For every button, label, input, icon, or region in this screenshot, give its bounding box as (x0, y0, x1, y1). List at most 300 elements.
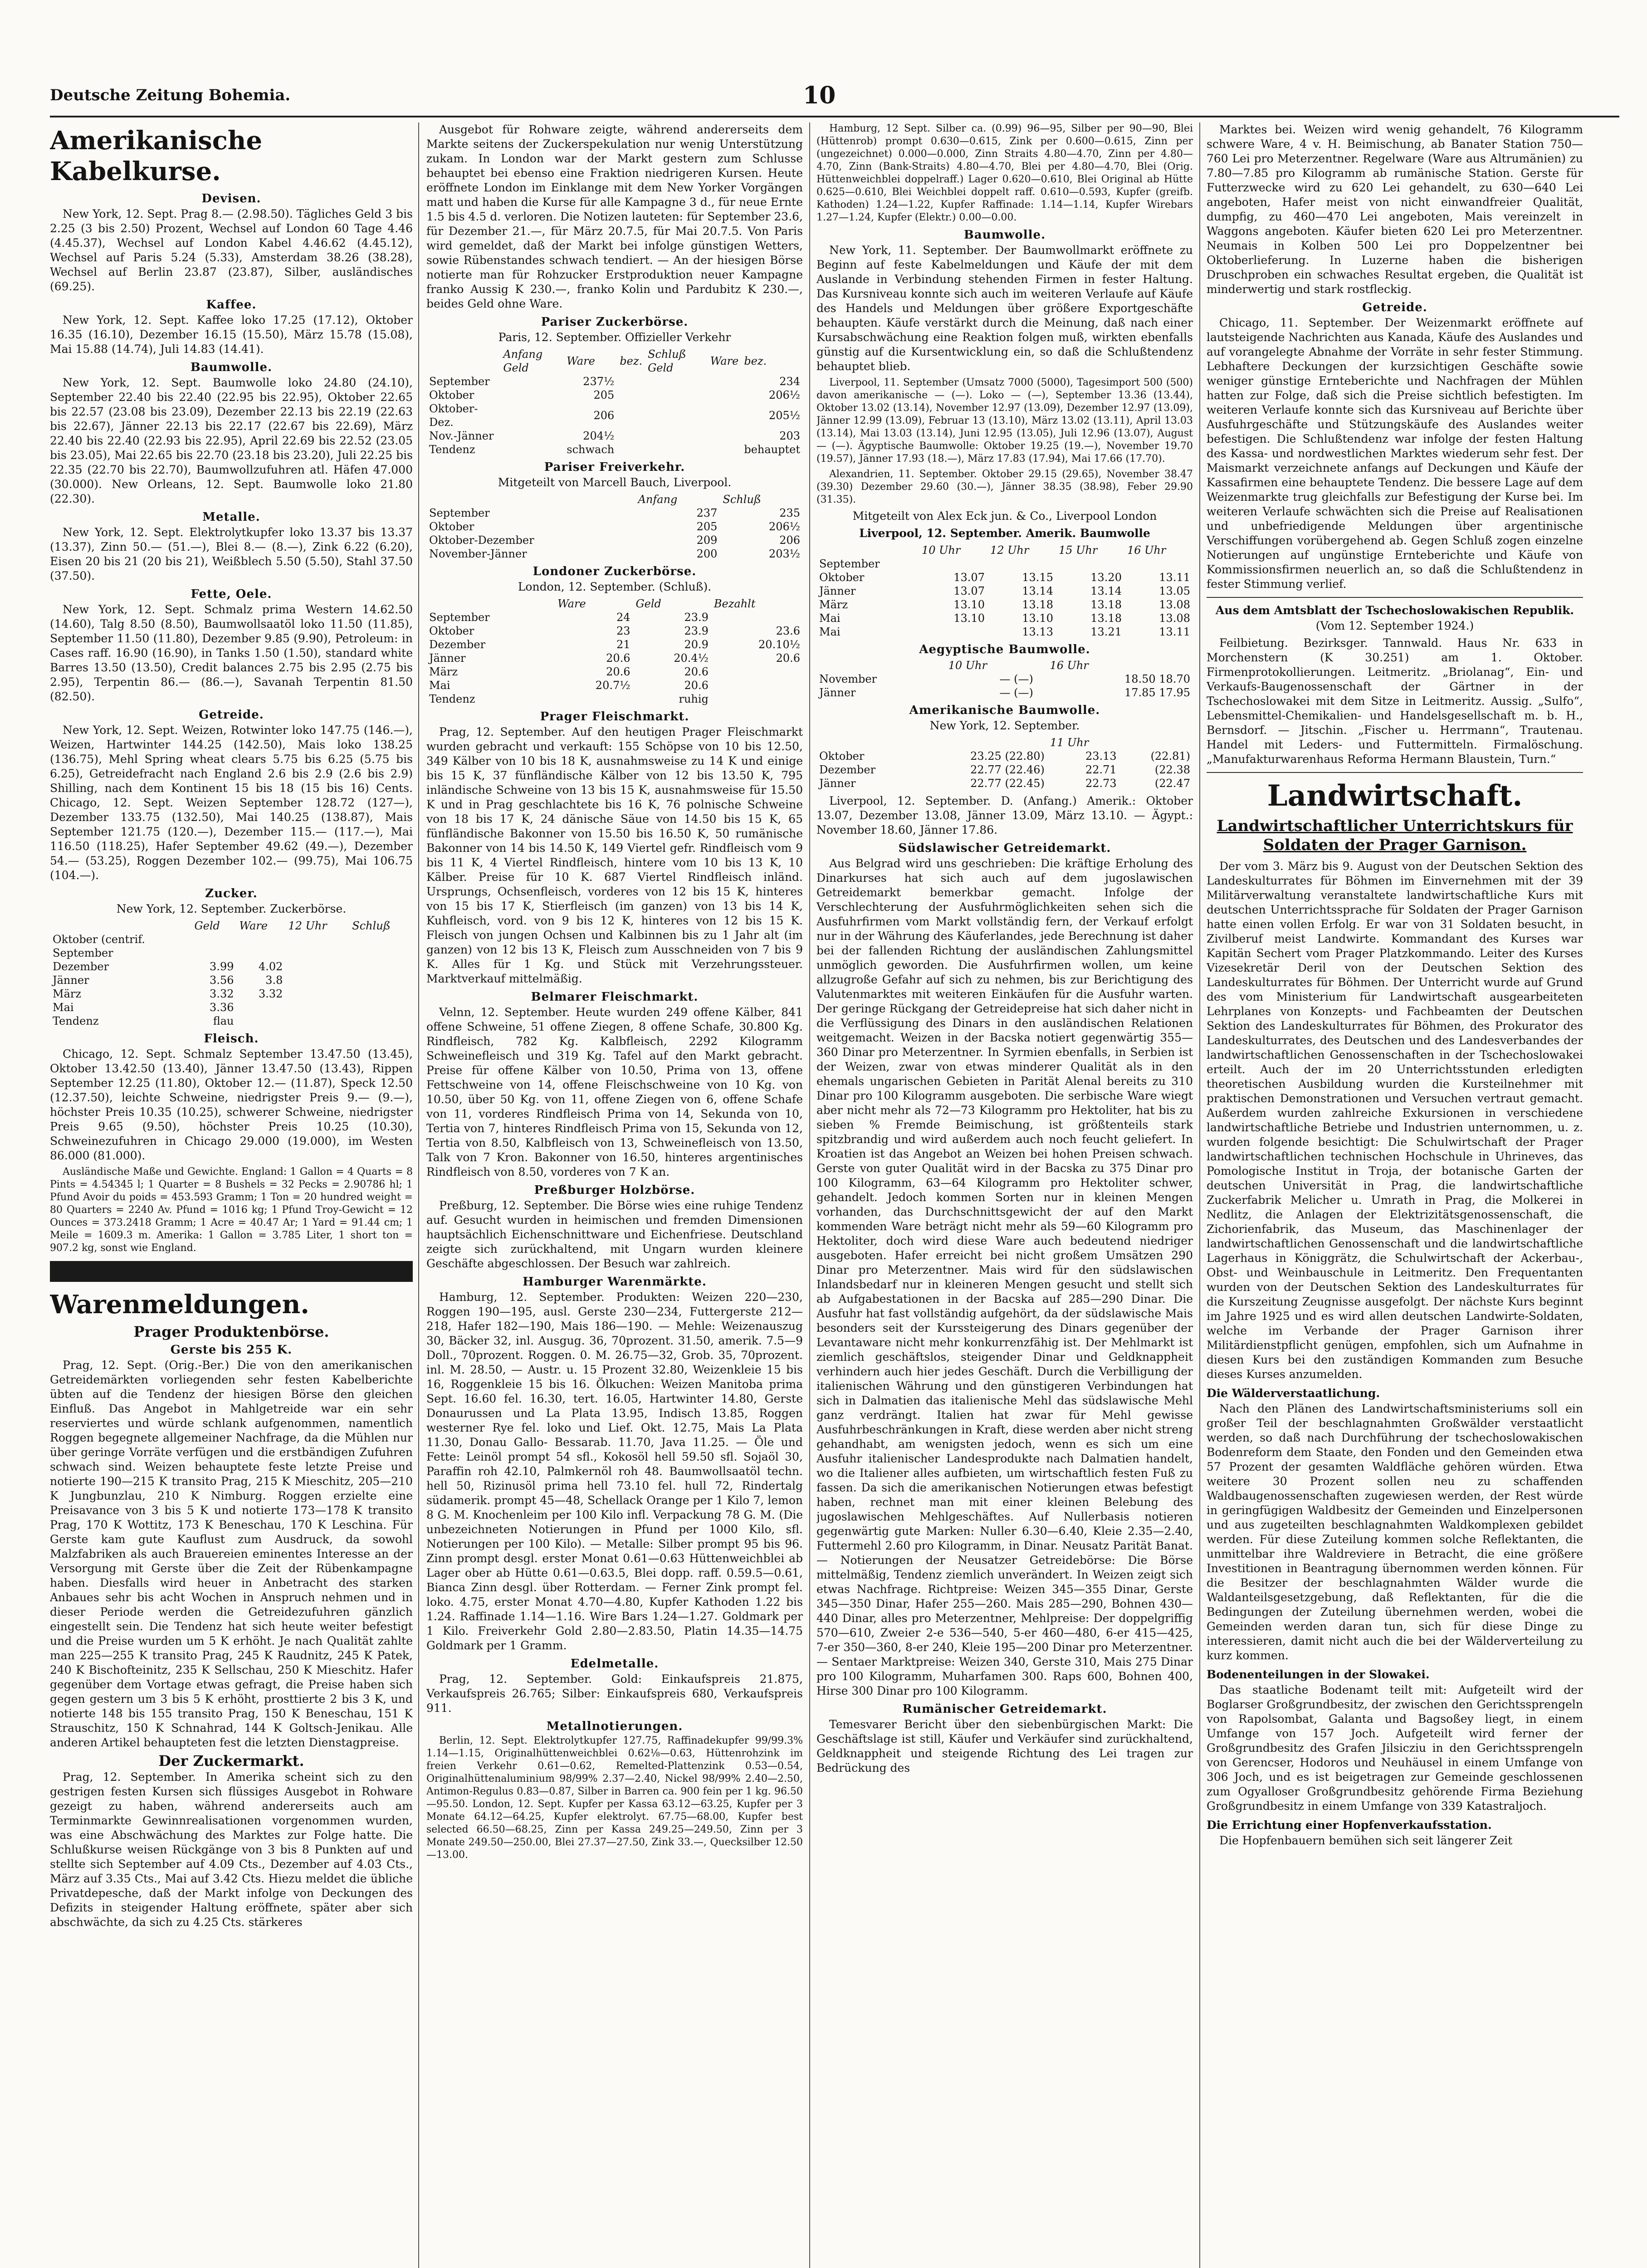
table-row (50, 1014, 413, 1028)
table-cell: 13.10 (953, 612, 985, 625)
table-cell: 17.85 17.95 (1124, 686, 1190, 699)
table-cell: 23.25 (22.80) (970, 750, 1045, 763)
table-cell: 23 (616, 625, 630, 637)
pariser-sub: Paris, 12. September. Offizieller Verkehr (498, 331, 731, 344)
table-row (816, 557, 1193, 571)
divider (1207, 597, 1583, 598)
table-row (50, 1001, 413, 1014)
rumaen-text: Temesvarer Bericht über den siebenbürgischen Markt: Die Geschäftslage ist still, Käufer und Verkäufer sind zurückhaltend, Geldknappheit und steigende Richtung des Lei tragen zur Bedrückung des (816, 1718, 1193, 1774)
table-cell: 23.6 (776, 625, 800, 637)
table-row (426, 665, 803, 679)
hamburg-text: Hamburg, 12. September. Produkten: Weizen 220—230, Roggen 190—195, ausl. Gerste 230—234, Futtergerste 212—218, Hafer 182—190, Mais 186—190. — Mehle: Weizenauszug 30, Bäcker 32, inl. Ausgug. 36, 70prozent. 31.50, amerik. 7.5—9 Doll., 70prozent. Roggen. 0. M. 26.75—32, Grob. 35, 70prozent. inl. M. 28.50, — Austr. u. 15 Prozent 32.80, Weizenkleie 15 bis 16, Roggenkleie 15 bis 16. Ölkuchen: Weizen Manitoba prima Sept. 16.60 fel. 16.30, tert. 16.05, Hartwinter 14.80, Gerste Donaurussen und La Plata 13.95, Indisch 13.85, Roggen westerner Rye fel. loko und Lief. Okt. 12.75, Mais La Plata 11.30, Donau Gallo- Bessarab. 11.70, Java 11.25. — Öle und Fette: Leinöl prompt 54 sfl., Kokosöl hell 59.50 sfl. Sojaöl 30, Paraffin roh 42.10, Palmkernöl roh 48. Baumwollsaatöl techn. hell 50, Rizinusöl prima hell 73.10 fel. hull 72, Rindertalg südamerik. prompt 45—48, Schellack Orange per 1 Kilo 7, lemon 8 G. M. Knochenleim per 100 Kilo infl. Verpackung 78 G. M. (Die unbezeichneten Notierungen in Pfund per 1000 Kilo, sfl. Notierungen per 100 Kilo). — Metalle: Silber prompt 95 bis 96. Zinn prompt desgl. erster Monat 0.61—0.63 Hüttenweichblei ab Lager ober ab Hütte 0.61—0.63.5, Blei dopp. raff. 0.59.5—0.61, Bianca Zinn desgl. über Rotterdam. — Ferner Zink prompt fel. loko. 4.75, erster Monat 4.70—4.80, Kupfer Kathoden 1.22 bis 1.24. Raffinade 1.14—1.16. Wire Bars 1.24—1.27. Goldmark per 1 Kilo. Freiverkehr Gold 2.80—2.83.50, Platin 14.35—14.75 Goldmark per 1 Gramm. (426, 1290, 803, 1652)
table-cell: Oktober (819, 571, 865, 584)
table-cell: Oktober (819, 750, 865, 763)
zuckermarkt-text: Prag, 12. September. In Amerika scheint sich zu den gestrigen festen Kursen sich flüssiges Ausgebot in Rohware gezeigt zu haben, während andererseits auch am Terminmarkte Gewinnrealisationen vorgenommen wurden, was eine Abschwächung des Marktes zur Folge hatte. Die Schlußkurse weisen Rückgänge von 3 bis 8 Punkten auf und stellte sich September auf 4.09 Cts., Dezember auf 4.03 Cts., März auf 3.35 Cts., Mai auf 3.42 Cts. Hiezu meldet die übliche Privatdepesche, daß der Markt infolge von Deckungen des Defizits in steigender Haltung eröffnete, später aber sich abschwächte, da sich zu 4.25 Cts. stärkeres (50, 1770, 413, 1929)
table-header-cell (426, 597, 555, 611)
prager-text: Prag, 12. Sept. (Orig.-Ber.) Die von den amerikanischen Getreidemärkten vorliegenden sehr festen Kabelberichte übten auf die Tendenz der hiesigen Börse den gleichen Einfluß. Das Angebot in Mahlgetreide war ein sehr reserviertes und würde schlank aufgenommen, namentlich Roggen begegnete allgemeiner Nachfrage, da die Mühlen nur über geringe Vorräte verfügen und die erstbändigen Zufuhren schwach sind. Weizen behauptete feste letzte Preise und notierte 190—215 K transito Prag, 215 K Mieschitz, 205—210 K Jungbunzlau, 210 K Nimburg. Roggen erzielte eine Preisavance von 3 bis 5 K und notierte 173—178 K transito Prag, 170 K Wottitz, 173 K Beneschau, 170 K Leschina. Für Gerste kam gute Kauflust zum Ausdruck, da sowohl Malzfabriken als auch Brauereien eminentes Interesse an der Versorgung mit Gerste über die Zeit der Rübenkampagne haben. Diesfalls wird heuer in Anbetracht des starken Anbaues sehr bis acht Wochen in Anspruch nehmen und in dieser Periode werden die Getreidezufuhren gänzlich eingestellt sein. Die Tendenz hat sich heute weiter befestigt und die Preise wurden um 5 K erhöht. Je nach Qualität zahlte man 225—255 K transito Prag, 245 K Raudnitz, 245 K Patek, 240 K Bischofteinitz, 235 K Sellschau, 250 K Mieschitz. Hafer gegenüber dem Vortage etwas gefragt, die Preise haben sich gegen gestern um 3 bis 5 K erhöht, prosttierte 2 bis 3 K, und notierte 148 bis 155 transito Prag, 150 K Beneschau, 151 K Strauschitz, 150 K Schnahrad, 144 K Goltsch-Jenikau. Alle anderen Artikel behaupteten fest die letzten Dienstagpreise. (50, 1359, 413, 1749)
table-cell: (22.81) (1150, 750, 1190, 763)
table-cell: 3.36 (210, 1001, 234, 1014)
table-header-cell: Ware (239, 919, 268, 932)
table-header-cell: Schluß (352, 919, 391, 932)
hopfen-text: Die Hopfenbauern bemühen sich seit längerer Zeit (1219, 1834, 1513, 1847)
column-3 (816, 122, 1193, 2268)
aegypt-heading: Aegyptische Baumwolle. (919, 643, 1090, 656)
kaffee-heading: Kaffee. (206, 298, 257, 312)
table-cell (555, 692, 633, 706)
table-cell: 20.6 (684, 665, 709, 678)
table-cell: Mai (429, 679, 450, 692)
table-row (426, 506, 803, 520)
rumaen-heading: Rumänischer Getreidemarkt. (902, 1702, 1107, 1716)
table-cell (617, 402, 645, 429)
table-cell (617, 375, 645, 388)
table-cell (500, 388, 564, 402)
table-header-row (426, 347, 803, 375)
table-cell: 20.9 (684, 638, 709, 651)
table-row (426, 429, 803, 443)
table-cell: Dezember (429, 638, 486, 651)
table-cell: 4.02 (258, 960, 283, 973)
londoner-sub: London, 12. September. (Schluß). (518, 580, 712, 593)
table-cell (500, 375, 564, 388)
getreide-text: Chicago, 11. September. Der Weizenmarkt eröffnete auf lautsteigende Nachrichten aus Kanada, Käufe des Auslandes und auf vorangelegte Abnahme der Vorräte in sehr fester Stimmung. Lebhaftere Deckungen der kurzsichtigen Geschäfte sowie weniger günstige Ernteberichte und Nachfragen der Mühlen hatten zur Folge, daß sich die Preise sichtlich befestigten. Im weiteren Verlaufe konnte sich das Kursniveau auf Berichte über Ausfuhrgeschäfte und Stützungskäufe des Auslandes weiter befestigen. Die Schlußtendenz war infolge der festen Haltung des Kassa- und nordwestlichen Marktes wiederum sehr fest. Der Maismarkt verzeichnete anfangs auf Deckungen und Käufe der Kassafirmen eine behauptete Tendenz. Die bessere Lage auf dem Weizenmarkte trug gleichfalls zur Befestigung der Kurse bei. Im weiteren Verlaufe schwächten sich die Preise auf Realisationen und unbefriedigende Meldungen über argentinische Verschiffungen vorübergehend ab. Gegen Schluß zogen einzelne Notierungen auf ungünstige Ernteberichte und Käufe von Kommissionsfirmen neuerlich an, so daß die Schlußtendenz in fester Stimmung verlief. (1207, 316, 1583, 591)
table-cell (500, 429, 564, 443)
table-cell: 22.77 (22.45) (970, 777, 1045, 790)
black-divider-bar (50, 1261, 413, 1282)
table-row (426, 520, 803, 533)
table-cell: Oktober (429, 625, 474, 637)
getreide-text: New York, 12. Sept. Weizen, Rotwinter loko 147.75 (146.—), Weizen, Hartwinter 144.25 (142.50), Mais loko 138.25 (136.75), Mehl Spring wheat clears 5.75 bis 6.25 (5.75 bis 6.25), Getreidefracht nach England 2.6 bis 2.9 (2.6 bis 2.9) Shilling, nach dem Kontinent 15 bis 18 (15 bis 16) Cents. Chicago, 12. Sept. Weizen September 128.72 (127—), Dezember 133.75 (132.50), Mai 140.25 (138.87), Mais September 121.75 (120.—), Dezember 115.— (117.—), Mai 116.50 (118.25), Hafer September 49.62 (49.—), Dezember 54.— (53.25), Roggen Dezember 102.— (99.75), Mai 106.75 (104.—). (50, 723, 413, 882)
waelder-text: Nach den Plänen des Landwirtschaftsministeriums soll ein großer Teil der beschlagnahmten Großwälder verstaatlicht werden, so daß nach Durchführung der tschechoslowakischen Bodenreform dem Staate, den Fonden und den Gemeinden etwa 57 Prozent der gesamten Waldfläche gehören würden. Etwa weitere 30 Prozent sollen neu zu schaffenden Waldbaugenossenschaften zugewiesen werden, der Rest würde in geringfügigen Waldbesitz der Gemeinden und Einzelpersonen und aus zugeteilten beschlagnahmten Waldkomplexen gebildet werden. Für diese Zuteilung kommen solche Reflektanten, die unmittelbar ihre Waldreviere in Betracht, die eine größere Investitionen in Beantragung übernommen werden können. Für die Besitzer der beschlagnahmten Wälder wurde die Waldanteilsgesetzgebung, daß Reflektanten, für die die Bedingungen der Zuteilung übernehmen werden, wobei die Gemeinden werden daran tun, sich für diese Dinge zu interessieren, damit nicht auch die bei der Wälderverteilung zu kurz kommen. (1207, 1402, 1583, 1662)
table-header-cell: Ware (710, 355, 739, 367)
table-header-cell (426, 493, 635, 506)
table-header-row (426, 493, 803, 506)
table-cell (617, 443, 645, 456)
fleisch-text: Chicago, 12. Sept. Schmalz September 13.47.50 (13.45), Oktober 13.42.50 (13.40), Jänner 13.47.50 (13.43), Rippen September 12.25 (11.80), Oktober 12.— (11.87), Speck 12.50 (12.37.50), leichte Schweine, niedrigster Preis 9.— (9.—), höchster Preis 10.35 (10.25), schwerer Schweine, niedrigster Preis 9.65 (9.50), höchster Preis 10.25 (10.30), Schweinezufuhren in Chicago 29.000 (19.000), im Westen 86.000 (81.000). (50, 1047, 413, 1162)
table-cell: September (53, 947, 113, 959)
table-cell: 13.11 (1159, 571, 1190, 584)
table-cell (236, 946, 285, 960)
table-cell: (22.38 (1154, 763, 1190, 776)
londoner-table (426, 597, 803, 706)
table-cell (645, 375, 708, 388)
table-cell (285, 933, 349, 946)
zuckermarkt-heading: Der Zuckermarkt. (158, 1752, 304, 1769)
rumaen-continued-text: Marktes bei. Weizen wird wenig gehandelt, 76 Kilogramm schwere Ware, 4 v. H. Beimischung, ab Banater Station 750—760 Lei pro Meterzentner. Regelware (Ware aus Altrumänien) zu 7.80—7.85 pro Kilogramm ab rumänische Station. Gerste für Futterzwecke wird zu 620 Lei gehandelt, zu 630—640 Lei angeboten, Hafer meist von nicht einwandfreier Qualität, dumpfig, zu 460—470 Lei angeboten, Mais vereinzelt in Waggons angeboten. Käufer bieten 620 Lei pro Meterzentner. Neumais in Kolben 500 Lei pro Doppelzentner bei Oktoberlieferung. In Luzerne haben die bisherigen Druschproben ein schwaches Resultat ergeben, die Qualität ist minderwertig und stark rostfleckig. (1207, 123, 1583, 296)
table-cell (236, 1014, 285, 1028)
amtsblatt-text: Feilbietung. Bezirksger. Tannwald. Haus Nr. 633 in Morchenstern (K 30.251) am 1. Oktober. Firmenprotokollierungen. Leitmeritz. „Briolanag“, Ein- und Verkaufs-Baugenossenschaft der Gärtner in der Tschechoslowakei mit dem Sitze in Leitmeritz. Aussig. „Sulfo“, Lebensmittel-Chemikalien- und Handelsgesellschaft m. b. H., Bernsdorf. — Jitschin. „Fischer u. Herrmann“, Trautenau. Handel mit Leders- und Futtermitteln. Firmalöschung. „Manufakturwarenhaus Reforma Hermann Blaustein, Turn.“ (1207, 636, 1583, 766)
table-cell (711, 665, 803, 679)
table-row (816, 625, 1193, 639)
table-cell: 3.32 (258, 987, 283, 1000)
table-cell: 237 (696, 507, 718, 519)
fleisch-heading: Fleisch. (204, 1032, 259, 1046)
getreide-heading: Getreide. (199, 708, 264, 722)
table-header-cell: bez. (620, 355, 643, 367)
table-cell (349, 946, 413, 960)
table-cell: Jänner (819, 777, 856, 790)
table-cell (285, 987, 349, 1001)
table-cell: 205 (593, 389, 615, 401)
table-cell: — (—) (999, 686, 1033, 699)
table-cell: 24 (616, 611, 630, 624)
table-cell (645, 429, 708, 443)
table-cell: 209 (696, 534, 718, 547)
boden-text: Das staatliche Bodenamt teilt mit: Aufgeteilt wird der Boglarser Großgrundbesitz, der zwischen den Gerichtssprengeln von Rapolsombat, Galanta und Bagsoßey liegt, in einem Umfange von 157 Joch. Aufgeteilt wird ferner der Großgrundbesitz des Grafen Jilsicziu in den Gerichtssprengeln von Gerencser, Hodoros und Neuhäusel in einem Umfange von 306 Joch, und es ist beigetragen zur Gemeinde geschlossenen zum Ogyalloser Großgrundbesitz gehörende Firma Beziehung Großgrundbesitz in einem Umfange von 339 Katastraljoch. (1207, 1683, 1583, 1813)
table-cell (285, 946, 349, 960)
table-cell: 20.4½ (674, 652, 709, 665)
column-1 (50, 122, 413, 2268)
table-cell: 200 (696, 547, 718, 560)
table-cell: 3.32 (210, 987, 234, 1000)
table-row (816, 777, 1193, 790)
header-rule (50, 116, 1619, 117)
table-cell: Oktober-Dezember (429, 534, 534, 547)
table-header-cell (917, 736, 1047, 749)
table-row (426, 443, 803, 456)
section-title-landwirtschaft: Landwirtschaft. (1267, 779, 1523, 813)
table-header-cell: 12 Uhr (288, 919, 327, 932)
landwirtschaft-subtitle: Landwirtschaftlicher Unterrichtskurs für Soldaten der Prager Garnison. (1217, 817, 1573, 854)
metalle-heading: Metalle. (202, 510, 260, 524)
table-cell: 234 (779, 375, 800, 388)
table-cell: 13.08 (1159, 598, 1190, 611)
table-cell: schwach (567, 443, 615, 456)
table-cell: 13.21 (1090, 626, 1122, 638)
section-title-kabelkurse: Amerikanische Kabelkurse. (50, 126, 263, 186)
table-cell (500, 443, 564, 456)
table-cell: 203½ (768, 547, 800, 560)
table-cell: Jänner (819, 686, 856, 699)
table-row (426, 388, 803, 402)
table-cell: 21 (616, 638, 630, 651)
edelmetalle-text: Prag, 12. September. Gold: Einkaufspreis 21.875, Verkaufspreis 26.765; Silber: Einkaufspreis 680, Verkaufspreis 911. (426, 1672, 803, 1715)
table-row (426, 547, 803, 561)
kaffee-text: New York, 12. Sept. Kaffee loko 17.25 (17.12), Oktober 16.35 (16.10), Dezember 16.15 (15.50), März 15.78 (15.08), Mai 15.88 (14.74), Juli 14.83 (14.41). (50, 313, 413, 356)
metallnotierungen-heading: Metallnotierungen. (546, 1720, 683, 1733)
table-header-cell: Anfang (638, 493, 678, 506)
table-cell: Oktober-Dez. (429, 402, 478, 429)
table-header-cell (426, 347, 500, 375)
table-header-cell: 16 Uhr (1127, 544, 1166, 557)
table-cell (617, 388, 645, 402)
fleischmarkt-text: Prag, 12. September. Auf den heutigen Prager Fleischmarkt wurden gebracht und verkauft: 155 Schöpse von 10 bis 12.50, 349 Kälber von 10 bis 18 K, ausnahmsweise zu 14 K und einige bis 15 K, 37 fünfländische Kälber von 12 bis 13.50 K, 795 inländische Schweine von 13 bis 15 K, ausnahmsweise für 15.50 K und in Prag geschlachtete bis 16 K, 76 polnische Schweine von 18 bis 17 K, 24 dänische Säue von 14.50 bis 15 K, 65 fünfländische Bakonner von 15.50 bis 16.50 K, 50 rumänische Bakonner von 14 bis 14.50 K, 149 Viertel gefr. Rindfleisch vom 9 bis 11 K, 4 Viertel Rindfleisch, hintere vom 10 bis 13 K, 10 Kälber. Preise für 10 K. 687 Viertel Rindfleisch inländ. Ursprungs, Ochsenfleisch, vorderes von 12 bis 15 K, hinteres von 15 bis 17 K, Stierfleisch (im ganzen) von 13 bis 14 K, Kuhfleisch, vord. von 9 bis 12 K, hinteres von 12 bis 15 K. Fleisch von jungen Ochsen und Kalbinnen bis zu 1 Jahr alt (im ganzen) von 12 bis 13 K, Fleisch zum Ausschneiden von 7 bis 9 K. Alles für 1 Kg. und Stück mit Verzehrungssteuer. Marktverkauf mittelmäßig. (426, 725, 803, 985)
table-cell (919, 625, 987, 639)
table-cell: Oktober (429, 389, 474, 401)
table-header-cell: 11 Uhr (1050, 736, 1089, 749)
table-cell: 13.11 (1159, 626, 1190, 638)
gerste-heading: Gerste bis 255 K. (170, 1343, 293, 1357)
amtsblatt-sub: (Vom 12. September 1924.) (1315, 619, 1474, 632)
table-header-cell: Geld (635, 597, 661, 610)
table-row (816, 598, 1193, 611)
table-cell: 235 (779, 507, 800, 519)
table-header-cell: Bezahlt (714, 597, 756, 610)
table-cell (1056, 557, 1124, 571)
table-cell: 20.7½ (595, 679, 630, 692)
suedslaw-text: Aus Belgrad wird uns geschrieben: Die kräftige Erholung des Dinarkurses hat sich auch auf dem jugoslawischen Getreidemarkt bemerkbar gemacht. Infolge der Verschlechterung der Ausfuhrmöglichkeiten sehen sich die Ausfuhrfirmen vom Markt vollständig fern, der Verkauf erfolgt nur in der Währung des Käuferlandes, jede Berechnung ist daher bei der fallenden Richtung der ausländischen Zahlungsmittel unmöglich geworden. Die Ausfuhrfirmen wollen, um keine allzugroße Gefahr auf sich zu nehmen, bis zur Berichtigung des Valutenmarktes mit weiteren Einkäufen für die Ausfuhr warten. Der geringe Rückgang der Getreidepreise hat sich daher nicht in die Verflüssigung des Dinars in den ausländischen Relationen weitgemacht. Weizen in der Bacska notiert gegenwärtig 355—360 Dinar pro Meterzentner. In Syrmien ebenfalls, in Serbien ist der Weizen, zwar von etwas minderer Qualität als in den ehemals ungarischen Gebieten in Parität Alenal bereits zu 310 Dinar pro 100 Kilogramm ausgeboten. Die serbische Ware wiegt aber nicht mehr als 72—73 Kilogramm pro Hektoliter, hat bis zu sieben % Fremde Beimischung, ist größtenteils stark spitzbrandig und wird außerdem auch noch feucht geliefert. In Kroatien ist das Angebot an Weizen bei hohen Preisen schwach. Gerste von guter Qualität wird in der Bacska zu 375 Dinar pro 100 Kilogramm, 63—64 Kilogramm pro Hektoliter schwer, gehandelt. Jedoch kommen Sorten nur in kleinen Mengen vorhanden, das Durchschnittsgewicht der auf den Markt kommenden Ware beträgt nicht mehr als 59—60 Kilogramm pro Hektoliter, doch wird diese Ware auch bedeutend niedriger ausgeboten. Hafer erreicht bei nicht großem Umsätzen 290 Dinar pro Meterzentner. Mais wird für den südslawischen Inlandsbedarf nur in kleineren Mengen gesucht und stellt sich ab Aufgabestationen in der Bacska auf 285—290 Dinar. Die Ausfuhr hat fast vollständig aufgehört, da der südslawische Mais besonders seit der Kurssteigerung des Dinars gegenüber der Levantaware nicht mehr konkurrenzfähig ist. Der Mehlmarkt ist ziemlich geschäftslos, steigender Dinar und Geldknappheit verhindern auch hier jedes Geschäft. Durch die Verbilligung der italienischen Währung und den günstigeren Verbindungen hat sich in Dalmatien das italienische Mehl das südslawische Mehl ganz verdrängt. Italien hat zwar für Mehl gewisse Ausfuhrbeschränkungen in Kraft, diese werden aber nicht streng gehandhabt, am wenigsten jedoch, wenn es sich um eine Ausfuhr italienischer Landesprodukte nach Dalmatien handelt, wo die Italiener alles aufbieten, um wirtschaftlich festen Fuß zu fassen. Da sich die amerikanischen Notierungen etwas befestigt haben, rechnet man mit einer kleinen Belebung des jugoslawischen Mehlgeschäftes. Auf Nullerbasis notieren gegenwärtig gute Marken: Nuller 6.30—6.40, Kleie 2.35—2.40, Futtermehl 2.60 pro Kilogramm, in Dinar. Neusatz Parität Banat. — Notierungen der Neusatzer Getreidebörse: Die Börse mittelmäßig, Tendenz ziemlich unverändert. In Weizen zeigt sich etwas Nachfrage. Richtpreise: Weizen 345—355 Dinar, Gerste 345—350 Dinar, Hafer 255—260. Mais 285—290, Bohnen 430—440 Dinar, alles pro Meterzentner, Mehlpreise: Der doppelgriffig 570—610, Zweier 2-e 536—540, 5-er 460—480, 6-er 415—425, 7-er 350—360, 8-er 240, Kleie 195—200 Dinar pro Meterzentner. — Sentaer Marktpreise: Weizen 340, Gerste 310, Mais 275 Dinar pro 100 Kilogramm, Muharfamen 300. Raps 600, Bohnen 400, Hirse 300 Dinar pro 100 Kilogramm. (816, 857, 1193, 1697)
section-title-warenmeldungen: Warenmeldungen. (50, 1290, 309, 1320)
hamburg-metals-text: Hamburg, 12 Sept. Silber ca. (0.99) 96—95, Silber per 90—90, Blei (Hüttenrob) prompt 0.630—0.615, Zink per 0.600—0.615, Zinn per (ungezeichnet) 0.000—0.000, Zinn Straits 4.80—4.70, Zinn per 4.80—4.70, Zinn (Bank-Straits) 4.80—4.70, Blei per 4.80—4.70, Blei (Orig. Hüttenweichblei doppelraff.) Lager 0.620—0.610, Blei Original ab Hütte 0.625—0.610, Blei Weichblei doppelt raff. 0.610—0.593, Kupfer (greifb. Kathoden) 1.24—1.22, Kupfer Raffinade: 1.14—1.14, Kupfer Wirebars 1.27—1.24, Kupfer (Elektr.) 0.00—0.00. (816, 123, 1193, 223)
table-cell: 13.07 (953, 585, 985, 597)
newspaper-name: Deutsche Zeitung Bohemia. (50, 86, 291, 104)
belmar-heading: Belmarer Fleischmarkt. (531, 990, 699, 1004)
table-cell: Jänner (53, 974, 89, 987)
amer-sub: New York, 12. September. (929, 719, 1080, 732)
table-cell: 13.18 (1022, 598, 1053, 611)
waelder-heading: Die Wälderverstaatlichung. (1207, 1387, 1380, 1400)
table-cell: 23.9 (684, 625, 709, 637)
table-cell: behauptet (744, 443, 800, 456)
table-cell: 23.13 (1085, 750, 1117, 763)
table-cell: Tendenz (429, 693, 475, 705)
table-cell: Tendenz (429, 443, 475, 456)
table-cell (1036, 672, 1047, 686)
table-cell: 206½ (768, 389, 800, 401)
table-cell (236, 1001, 285, 1014)
table-row (50, 987, 413, 1001)
table-cell: September (429, 375, 490, 388)
table-row (426, 402, 803, 429)
table-cell: 237½ (583, 375, 615, 388)
table-cell: flau (213, 1015, 234, 1027)
amer-heading: Amerikanische Baumwolle. (909, 704, 1100, 717)
table-header-cell: Schluß Geld (648, 348, 686, 374)
table-cell: März (819, 598, 848, 611)
table-cell (708, 375, 742, 388)
table-row (426, 651, 803, 665)
table-cell (349, 987, 413, 1001)
liverpool-table-title: Liverpool, 12. September. Amerik. Baumwolle (859, 527, 1150, 540)
pariser-heading: Pariser Zuckerbörse. (541, 315, 689, 329)
table-cell: 20.6 (606, 665, 630, 678)
table-cell: ruhig (679, 693, 709, 705)
table-cell: Nov.-Jänner (429, 430, 494, 442)
table-cell: Oktober (centrif. (53, 933, 145, 946)
table-header-cell: 16 Uhr (1050, 659, 1089, 672)
table-cell: Dezember (53, 960, 109, 973)
table-cell: 204½ (583, 430, 615, 442)
table-header-cell: 10 Uhr (921, 544, 961, 557)
table-cell: September (429, 507, 490, 519)
table-row (816, 763, 1193, 777)
table-cell: 18.50 18.70 (1124, 673, 1190, 685)
table-cell (645, 388, 708, 402)
table-cell (919, 557, 987, 571)
table-cell: 206 (779, 534, 800, 547)
table-row (50, 960, 413, 973)
table-cell (708, 388, 742, 402)
table-cell (711, 679, 803, 692)
liverpool-table (816, 543, 1193, 639)
table-cell: 3.56 (210, 974, 234, 987)
zucker-table (50, 919, 413, 1028)
table-cell (285, 1001, 349, 1014)
aegypt-table (816, 659, 1193, 699)
table-header-cell: 15 Uhr (1058, 544, 1098, 557)
table-row (50, 946, 413, 960)
table-cell: 205½ (768, 409, 800, 422)
table-cell: 13.14 (1022, 585, 1053, 597)
column-2 (426, 122, 803, 2268)
table-row (816, 686, 1193, 699)
prager-produktenboerse-heading: Prager Produktenbörse. (133, 1323, 329, 1340)
table-cell: 13.10 (953, 598, 985, 611)
devisen-text: New York, 12. Sept. Prag 8.— (2.98.50). Tägliches Geld 3 bis 2.25 (3 bis 2.50) Prozent, Wechsel auf London 60 Tage 4.46 (4.45.37), Wechsel auf London Kabel 4.46.62 (4.45.12), Wechsel auf Paris 5.24 (5.33), Amsterdam 38.26 (38.28), Wechsel auf Berlin 23.87 (23.87), Silber, ausländisches (69.25). (50, 207, 413, 293)
table-cell: 13.07 (953, 571, 985, 584)
metallnotierungen-text: Berlin, 12. Sept. Elektrolytkupfer 127.75, Raffinadekupfer 99/99.3% 1.14—1.15, Originalhüttenweichblei 0.62⅛—0.63, Hüttenrohzink im freien Verkehr 0.61—0.62, Remelted-Plattenzink 0.53—0.54, Originalhüttenaluminium 98/99% 2.37—2.40, Nickel 98/99% 2.40—2.50, Antimon-Regulus 0.83—0.87, Silber in Barren ca. 900 fein per 1 kg. 96.50—95.50. London, 12. Sept. Kupfer per Kassa 63.12—63.25, Kupfer per 3 Monate 64.12—64.25, Kupfer elektrolyt. 67.75—68.00, Kupfer best selected 66.50—68.25, Zinn per Kassa 249.25—249.50, Zinn per 3 Monate 249.50—250.00, Blei 27.37—27.50, Zink 33.—, Quecksilber 12.50—13.00. (426, 1735, 803, 1861)
table-cell: 20.6 (606, 652, 630, 665)
table-cell: November-Jänner (429, 547, 527, 560)
table-row (50, 933, 413, 946)
table-cell: 3.99 (210, 960, 234, 973)
pariser-freiverkehr-table (426, 493, 803, 561)
zucker-intro: New York, 12. September. Zuckerbörse. (116, 902, 347, 915)
table-cell: 13.15 (1022, 571, 1053, 584)
table-cell (708, 402, 742, 429)
table-cell: 13.05 (1159, 585, 1190, 597)
table-cell: März (53, 987, 81, 1000)
table-header-cell: Anfang Geld (503, 348, 543, 374)
pariser-freiverkehr-heading: Pariser Freiverkehr. (544, 460, 685, 474)
table-row (50, 973, 413, 987)
table-row (426, 624, 803, 638)
table-cell: März (429, 665, 458, 678)
fette-text: New York, 12. Sept. Schmalz prima Western 14.62.50 (14.60), Talg 8.50 (8.50), Baumwollsaatöl loko 11.50 (11.85), September 11.50 (11.80), Dezember 9.85 (9.90), Petroleum: in Cases raff. 16.90 (16.90), in Tanks 1.50 (1.50), standard white Barres 13.50 (13.50), Credit balances 2.75 bis 2.95 (2.75 bis 2.95), Terpentin 86.— (86.—), Savanah Terpentin 81.50 (82.50). (50, 603, 413, 703)
table-header-row (816, 543, 1193, 557)
table-cell: 20.6 (684, 679, 709, 692)
table-cell (285, 973, 349, 987)
londoner-heading: Londoner Zuckerbörse. (533, 565, 697, 578)
holzboerse-text: Preßburg, 12. September. Die Börse wies eine ruhige Tendenz auf. Gesucht wurden in heimischen und fremden Dimensionen hauptsächlich Eichenschnittware und Eichenfriese. Deutschland zeigte sich zurückhaltend, mit Ungarn wurden kleinere Geschäfte abgeschlossen. Der Besuch war zahlreich. (426, 1199, 803, 1270)
baumwolle-heading: Baumwolle. (190, 361, 273, 374)
table-header-row (816, 736, 1193, 749)
table-header-row (426, 597, 803, 611)
column-divider (418, 122, 419, 2268)
table-header-cell (816, 543, 919, 557)
table-cell (1036, 686, 1047, 699)
table-cell (349, 973, 413, 987)
liverpool2-text: Liverpool, 12. September. D. (Anfang.) Amerik.: Oktober 13.07, Dezember 13.08, Jänner 13.09, März 13.10. — Ägypt.: November 18.60, Jänner 17.86. (816, 794, 1193, 836)
baumwolle-heading: Baumwolle. (963, 228, 1046, 242)
table-cell (349, 960, 413, 973)
table-cell: 22.71 (1085, 763, 1117, 776)
table-row (426, 638, 803, 651)
table-row (816, 672, 1193, 686)
pariser-freiverkehr-sub: Mitgeteilt von Marcell Bauch, Liverpool. (498, 476, 732, 489)
table-cell (1124, 557, 1193, 571)
hamburg-heading: Hamburger Warenmärkte. (523, 1275, 707, 1289)
table-cell: Dezember (819, 763, 876, 776)
table-cell: 13.10 (1022, 612, 1053, 625)
table-cell: Mai (53, 1001, 74, 1014)
table-cell: 20.6 (776, 652, 800, 665)
page-number: 10 (803, 82, 836, 109)
table-header-cell: Ware (567, 355, 595, 367)
column-divider (809, 122, 810, 2268)
table-cell (285, 960, 349, 973)
table-cell (191, 933, 236, 946)
table-header-cell (1119, 736, 1193, 749)
alexandrien-text: Alexandrien, 11. September. Oktober 29.15 (29.65), November 38.47 (39.30) Dezember 29.60 (30.—), Jänner 38.35 (38.98), Feber 29.90 (31.35). (816, 469, 1193, 505)
table-cell (645, 402, 708, 429)
fleischmarkt-heading: Prager Fleischmarkt. (540, 710, 689, 723)
hopfen-heading: Die Errichtung einer Hopfenverkaufsstation. (1207, 1818, 1492, 1832)
baumwolle-text: New York, 11. September. Der Baumwollmarkt eröffnete zu Beginn auf feste Kabelmeldungen und Käufe der mit dem Auslande in Verbindung stehenden Firmen in fester Haltung. Das Kursniveau konnte sich auch im weiteren Verlaufe auf Käufe des Handels und Meldungen über größere Exportgeschäfte behaupten. Käufe verstärkt durch die Meinung, daß nach einer Kursabschwächung eine Reaktion folgen muß, wirkten ebenfalls günstig auf die Kursentwicklung ein, so daß die Schlußtendenz behauptet blieb. (816, 244, 1193, 373)
metalle-text: New York, 12. Sept. Elektrolytkupfer loko 13.37 bis 13.37 (13.37), Zinn 50.— (51.—), Blei 8.— (8.—), Zink 6.22 (6.20), Eisen 20 bis 21 (20 bis 21), Weißblech 5.50 (5.50), Stahl 37.50 (37.50). (50, 526, 413, 582)
table-cell (349, 1001, 413, 1014)
table-row (426, 679, 803, 692)
fette-heading: Fette, Oele. (191, 587, 272, 601)
table-cell (617, 429, 645, 443)
table-cell (349, 1014, 413, 1028)
table-cell: — (—) (999, 673, 1033, 685)
edelmetalle-heading: Edelmetalle. (570, 1657, 659, 1671)
table-row (426, 375, 803, 388)
table-row (816, 584, 1193, 598)
table-header-cell: 12 Uhr (990, 544, 1029, 557)
table-cell: 13.18 (1090, 598, 1122, 611)
table-cell: September (429, 611, 490, 624)
table-cell: 22.77 (22.46) (970, 763, 1045, 776)
table-cell: 20.10½ (758, 638, 800, 651)
belmar-text: Velnn, 12. September. Heute wurden 249 offene Kälber, 841 offene Schweine, 51 offene Ziegen, 8 offene Schafe, 30.800 Kg. Rindfleisch, 782 Kg. Kalbfleisch, 2292 Kilogramm Schweinefleisch und 319 Kg. Tafel auf den Markt gebracht. Preise für offene Kälber von 10.50, Prima von 13, offene Fettschweine von 14, offene Fleischschweine von 10 Kg. von 10.50, über 50 Kg. von 11, offene Ziegen von 6, offene Schafe von 11, vorderes Rindfleisch Prima von 14, Sekunda von 10, Tertia von 7, hinteres Rindfleisch Prima von 15, Sekunda von 12, Tertia von 8.50, Kalbfleisch von 13, Schweinefleisch von 13.50, Talk von 7 Kron. Bakonner von 16.50, hinteres argentinisches Rindfleisch von 8.50, vorderes von 7 K an. (426, 1006, 803, 1178)
table-cell: 206 (593, 409, 615, 422)
table-cell (349, 933, 413, 946)
table-row (816, 611, 1193, 625)
masse-text: Ausländische Maße und Gewichte. England: 1 Gallon = 4 Quarts = 8 Pints = 4.54345 l; 1 Quarter = 8 Bushels = 32 Pecks = 2.90786 hl; 1 Pfund Avoir du poids = 453.593 Gramm; 1 Ton = 20 hundred weight = 80 Quarters = 2240 Av. Pfund = 1016 kg; 1 Pfund Troy-Gewicht = 12 Ounces = 373.2418 Gramm; 1 Acre = 40.47 Ar; 1 Yard = 91.44 cm; 1 Meile = 1609.3 m. Amerika: 1 Gallon = 3.785 Liter, 1 short ton = 907.2 kg, sonst wie England. (50, 1166, 413, 1254)
boden-heading: Bodenenteilungen in der Slowakei. (1207, 1668, 1430, 1681)
table-header-cell: 10 Uhr (948, 659, 987, 672)
table-cell (708, 429, 742, 443)
table-cell: 13.13 (1022, 626, 1053, 638)
table-cell (500, 402, 564, 429)
table-header-cell (816, 736, 917, 749)
table-cell: 13.08 (1159, 612, 1190, 625)
table-cell (645, 443, 708, 456)
table-cell: 203 (779, 430, 800, 442)
zucker-heading: Zucker. (205, 887, 258, 900)
page-header (50, 82, 1647, 113)
table-header-cell: Ware (557, 597, 586, 610)
getreide-heading: Getreide. (1362, 301, 1427, 314)
devisen-heading: Devisen. (201, 192, 261, 205)
table-cell: (22.47 (1154, 777, 1190, 790)
table-cell: 23.9 (684, 611, 709, 624)
table-header-cell (816, 659, 946, 672)
table-cell: Oktober (429, 520, 474, 533)
table-cell (708, 443, 742, 456)
table-cell (285, 1014, 349, 1028)
divider (1207, 772, 1583, 773)
table-row (816, 571, 1193, 584)
table-cell: Jänner (429, 652, 466, 665)
column-4 (1207, 122, 1583, 2268)
table-header-row (50, 919, 413, 933)
liverpool-text: Liverpool, 11. September (Umsatz 7000 (5000), Tagesimport 500 (500) davon amerikanische — (—). Loko — (—), September 13.36 (13.44), Oktober 13.02 (13.14), November 12.97 (13.09), Dezember 12.97 (13.09), Jänner 12.99 (13.09), Februar 13 (13.10), März 13.02 (13.11), April 13.03 (13.14), Mai 13.03 (13.14), Juni 12.95 (13.05), Juli 12.96 (13.07), August — (—). Ägyptische Baumwolle: Oktober 19.25 (19.—), November 19.70 (19.57), Jänner 17.93 (18.—), März 17.83 (17.94), Mai 17.66 (17.70). (816, 377, 1193, 464)
amtsblatt-heading: Aus dem Amtsblatt der Tschechoslowakischen Republik. (1215, 604, 1574, 617)
table-cell: 22.73 (1085, 777, 1117, 790)
table-cell: November (819, 673, 877, 685)
table-row (816, 749, 1193, 763)
table-cell: Mai (819, 612, 841, 625)
table-cell (711, 611, 803, 624)
liverpool-source: Mitgeteilt von Alex Eck jun. & Co., Liverpool London (852, 509, 1157, 523)
table-cell: 206½ (768, 520, 800, 533)
landwirtschaft-text: Der vom 3. März bis 9. August von der Deutschen Sektion des Landeskulturrates für Böhmen im Einvernehmen mit der 39 Militärverwaltung veranstaltete landwirtschaftliche Kurs mit deutschen Unterrichtssprache für Soldaten der Prager Garnison hatte einen vollen Erfolg. Er war von 31 Soldaten besucht, in Zivilberuf meist Landwirte. Kommandant des Kurses war Kapitän Sechert vom Prager Platzkommando. Leiter des Kurses Vizesekretär Deril von der Deutschen Sektion des Landeskulturrates für Böhmen. Der Unterricht wurde auf Grund des vom Ministerium für Landwirtschaft ausgearbeiteten Lehrplanes von Konzepts- und Fachbeamten der Deutschen Sektion des Landeskulturrates für Böhmen, des Prokurator des Landeskulturrates, des Deutschen und des Landesverbandes der landwirtschaftlichen Genossenschaften in der Tschechoslowakei erteilt. Auch der im 20 Unterrichtsstunden erledigten theoretischen Ausbildung wurden die Kursteilnehmer mit praktischen Demonstrationen und Versuchen vertraut gemacht. Außerdem wurden zahlreiche Exkursionen in verschiedene landwirtschaftliche Betriebe und Industrien unternommen, u. z. wurden folgende besichtigt: Die Schulwirtschaft der Prager landwirtschaftlichen technischen Hochschule in Uhrineves, das Pomologische Institut in Troja, der botanische Garten der deutschen Universität in Prag, die landwirtschaftliche Zuckerfabrik Melicher u. Umrath in Prag, die Molkerei in Nedlitz, die Anlagen der Elektrizitätsgenossenschaft, die Zichorienfabrik, das Museum, das Maschinenlager der landwirtschaftlichen Genossenschaft und die landwirtschaftliche Lagerhaus in Königgrätz, die Schulwirtschaft der Ackerbau-, Obst- und Weinbauschule in Leitmeritz. Den Frequentanten wurden von der Deutschen Sektion des Landeskulturrates für die Kurszeitung Zeugnisse ausgefolgt. Der nächste Kurs beginnt im Jahre 1925 und es wird allen deutschen Landwirte-Soldaten, welche im Verbande der Prager Garnison ihrer Militärdienstpflicht genügen, empfohlen, sich um Aufnahme in diesen Kurs bei den zuständigen Kommanden zum Besuche dieses Kurses anzumelden. (1207, 860, 1583, 1381)
table-cell: 3.8 (265, 974, 283, 987)
table-cell: September (819, 557, 880, 570)
